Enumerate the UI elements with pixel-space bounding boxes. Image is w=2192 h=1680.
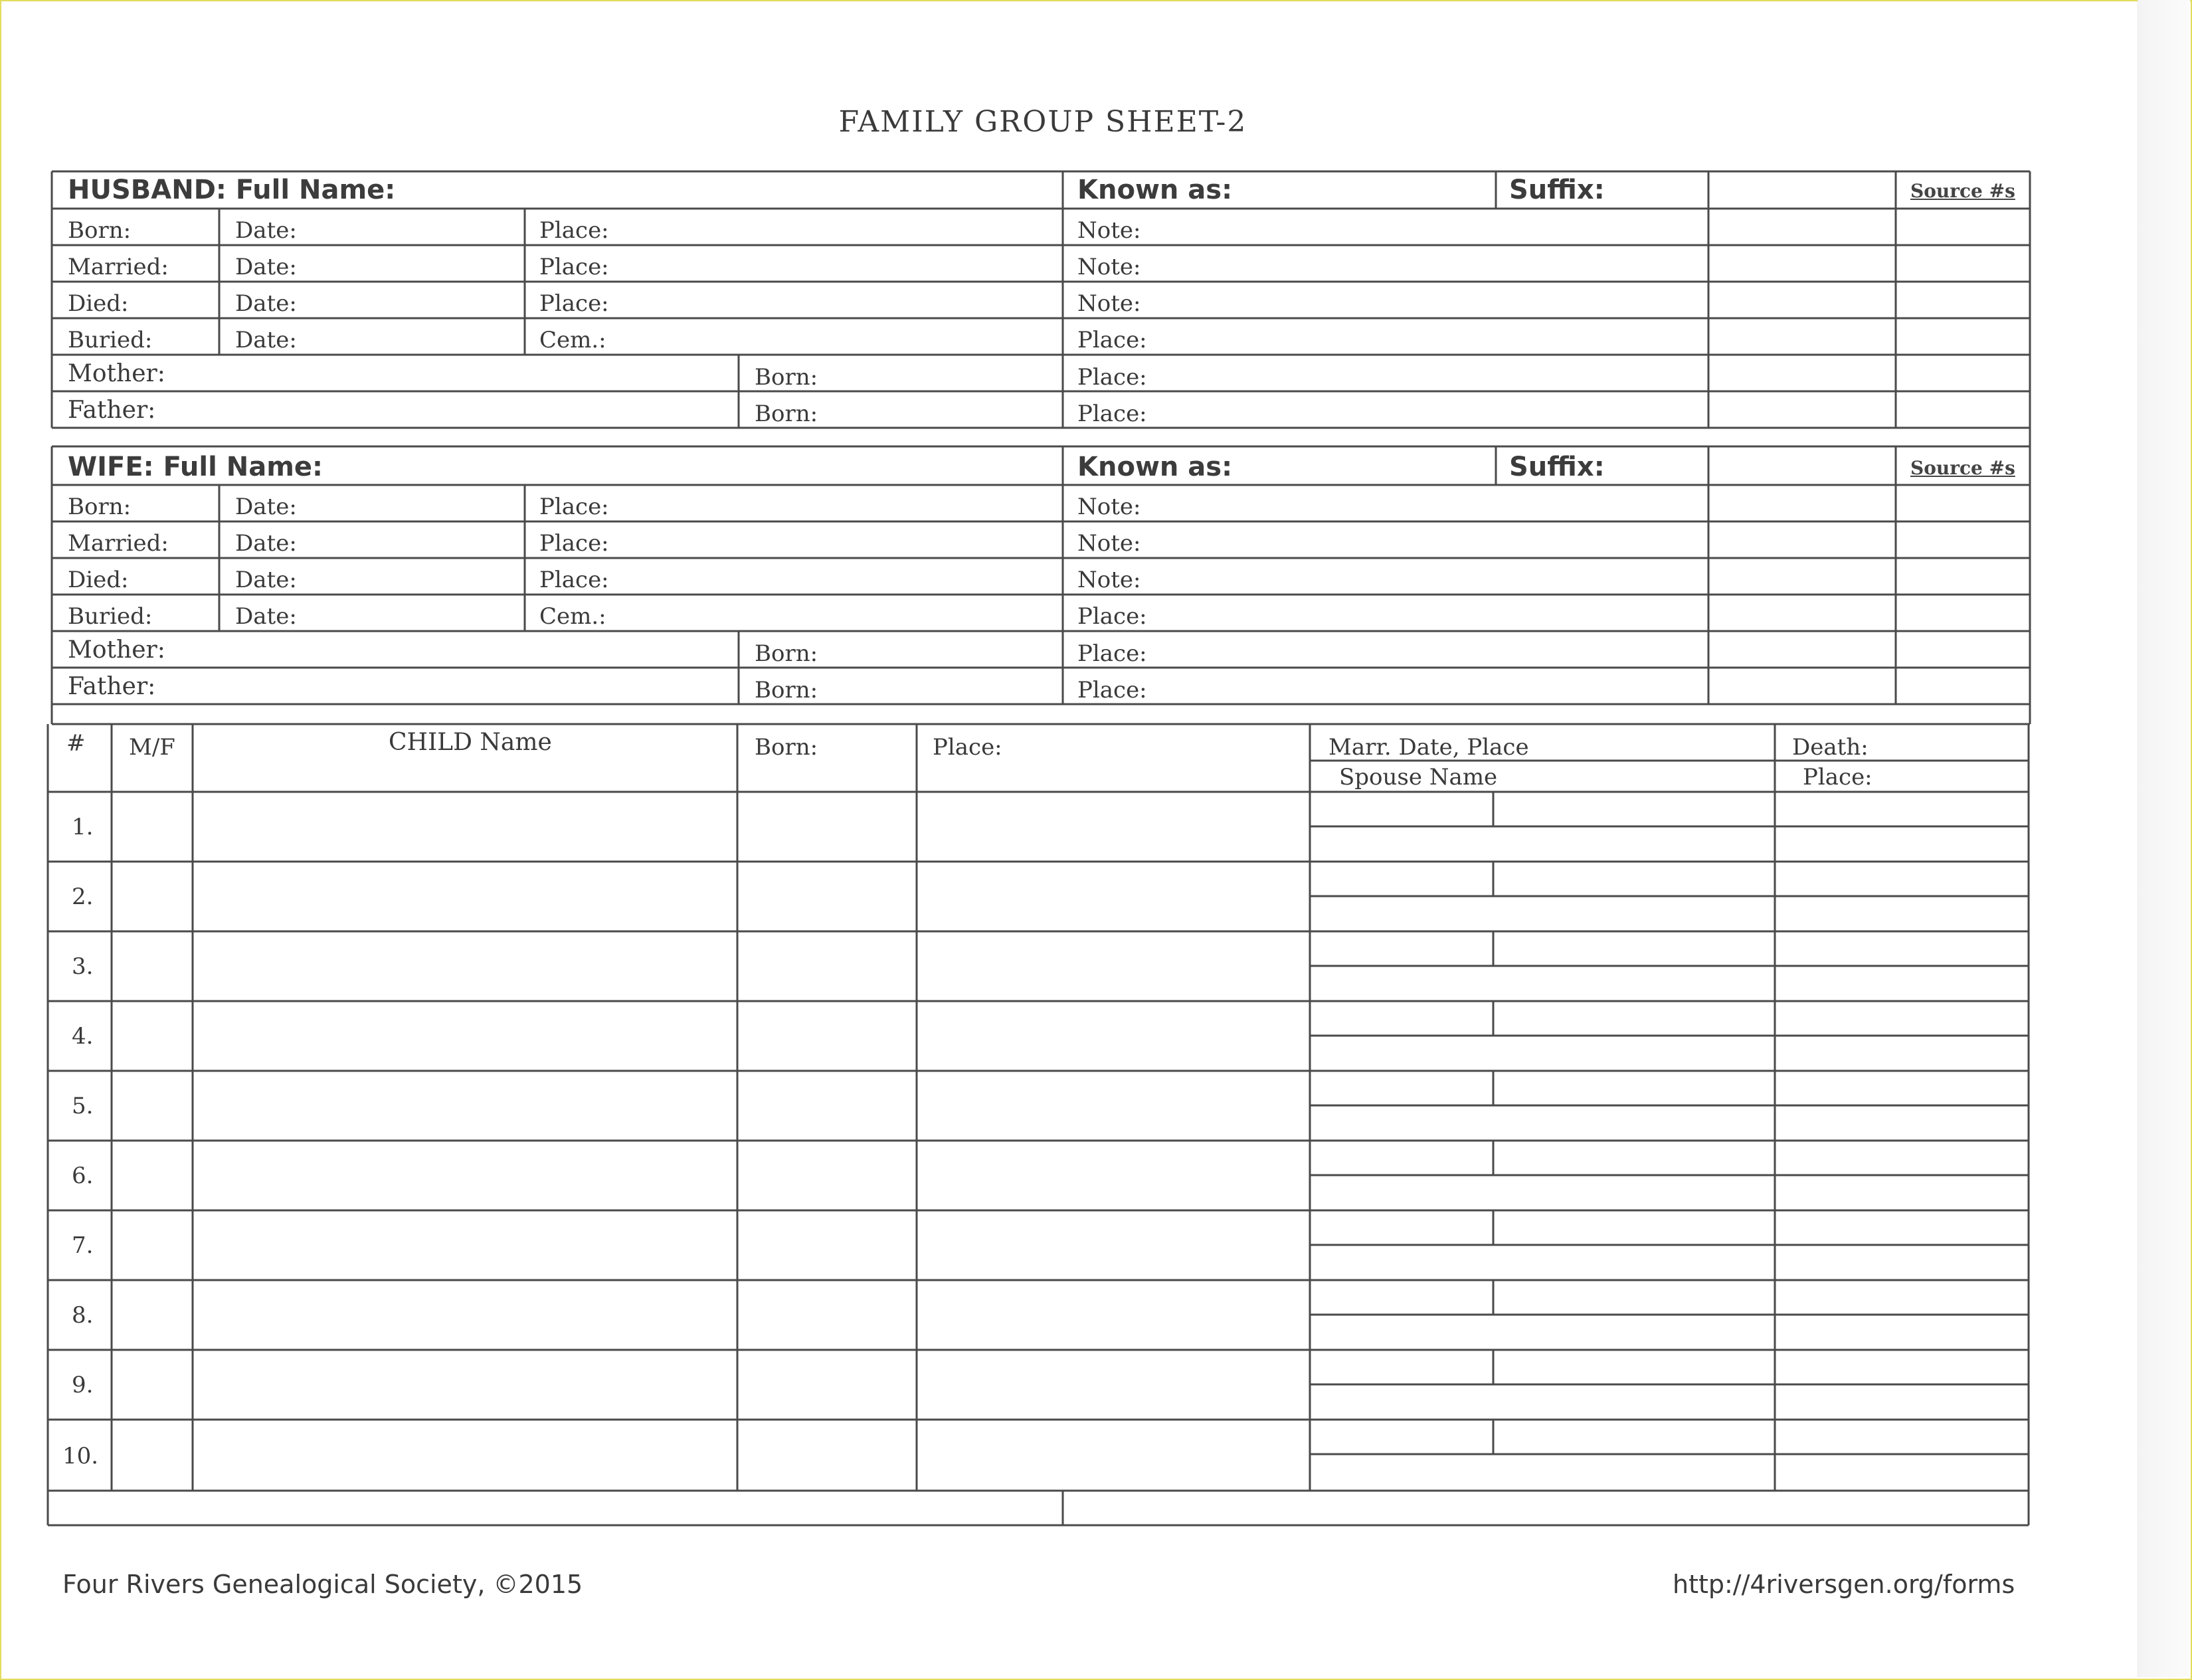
wife-married-note-label: Note: bbox=[1077, 530, 1141, 557]
child-row-number: 9. bbox=[72, 1372, 94, 1398]
husband-born-date-label: Date: bbox=[235, 217, 297, 244]
husband-mother-place-label: Place: bbox=[1077, 364, 1147, 391]
child-row-number: 2. bbox=[72, 884, 94, 910]
wife-full-name-label: WIFE: Full Name: bbox=[68, 452, 323, 482]
husband-married-place-label: Place: bbox=[539, 254, 609, 280]
children-grid bbox=[48, 724, 2029, 1525]
wife-buried-label: Buried: bbox=[68, 603, 153, 630]
wife-mother-born-label: Born: bbox=[755, 640, 818, 667]
wife-died-label: Died: bbox=[68, 567, 129, 593]
footer-url: http://4riversgen.org/forms bbox=[1673, 1570, 2015, 1599]
wife-mother-label: Mother: bbox=[68, 636, 165, 664]
husband-buried-date-label: Date: bbox=[235, 327, 297, 353]
child-born-header: Born: bbox=[755, 734, 818, 761]
wife-buried-cemetery-label: Cem.: bbox=[539, 603, 606, 630]
wife-father-label: Father: bbox=[68, 673, 156, 700]
child-sex-header: M/F bbox=[129, 734, 175, 761]
wife-buried-place-label: Place: bbox=[1077, 603, 1147, 630]
wife-died-place-label: Place: bbox=[539, 567, 609, 593]
wife-mother-place-label: Place: bbox=[1077, 640, 1147, 667]
child-row-number: 4. bbox=[72, 1023, 94, 1050]
child-row-number: 6. bbox=[72, 1163, 94, 1189]
husband-father-label: Father: bbox=[68, 397, 156, 424]
husband-full-name-label: HUSBAND: Full Name: bbox=[68, 175, 396, 205]
wife-father-born-label: Born: bbox=[755, 677, 818, 703]
footer-copyright: Four Rivers Genealogical Society, ©2015 bbox=[62, 1570, 583, 1599]
husband-married-date-label: Date: bbox=[235, 254, 297, 280]
wife-born-place-label: Place: bbox=[539, 494, 609, 520]
child-row-number: 5. bbox=[72, 1093, 94, 1119]
wife-born-note-label: Note: bbox=[1077, 494, 1141, 520]
wife-buried-date-label: Date: bbox=[235, 603, 297, 630]
husband-died-note-label: Note: bbox=[1077, 290, 1141, 317]
husband-suffix-label: Suffix: bbox=[1509, 175, 1605, 205]
wife-married-place-label: Place: bbox=[539, 530, 609, 557]
husband-mother-label: Mother: bbox=[68, 360, 165, 387]
wife-grid bbox=[52, 446, 2030, 724]
wife-source-label: Source #s bbox=[1910, 457, 2015, 479]
child-number-header: # bbox=[66, 730, 86, 757]
husband-died-label: Died: bbox=[68, 290, 129, 317]
child-row-number: 8. bbox=[72, 1302, 94, 1329]
husband-died-date-label: Date: bbox=[235, 290, 297, 317]
child-row-number: 3. bbox=[72, 953, 94, 980]
child-place-header: Place: bbox=[933, 734, 1002, 761]
wife-born-date-label: Date: bbox=[235, 494, 297, 520]
wife-suffix-label: Suffix: bbox=[1509, 452, 1605, 482]
husband-grid bbox=[52, 171, 2030, 446]
husband-born-note-label: Note: bbox=[1077, 217, 1141, 244]
wife-born-label: Born: bbox=[68, 494, 132, 520]
husband-buried-place-label: Place: bbox=[1077, 327, 1147, 353]
husband-source-label: Source #s bbox=[1910, 180, 2015, 202]
husband-buried-cemetery-label: Cem.: bbox=[539, 327, 606, 353]
child-death-header: Death: bbox=[1792, 734, 1869, 761]
wife-known-as-label: Known as: bbox=[1077, 452, 1233, 482]
child-name-header: CHILD Name bbox=[389, 729, 552, 756]
husband-father-born-label: Born: bbox=[755, 401, 818, 427]
wife-died-date-label: Date: bbox=[235, 567, 297, 593]
child-row-number: 10. bbox=[62, 1443, 99, 1469]
husband-father-place-label: Place: bbox=[1077, 401, 1147, 427]
page-title: FAMILY GROUP SHEET-2 bbox=[838, 105, 1247, 139]
husband-died-place-label: Place: bbox=[539, 290, 609, 317]
husband-mother-born-label: Born: bbox=[755, 364, 818, 391]
husband-married-label: Married: bbox=[68, 254, 169, 280]
wife-married-date-label: Date: bbox=[235, 530, 297, 557]
wife-father-place-label: Place: bbox=[1077, 677, 1147, 703]
child-marriage-header: Marr. Date, Place bbox=[1328, 734, 1529, 761]
child-row-number: 1. bbox=[72, 814, 94, 840]
child-death-place-header: Place: bbox=[1803, 764, 1872, 791]
husband-known-as-label: Known as: bbox=[1077, 175, 1233, 205]
husband-buried-label: Buried: bbox=[68, 327, 153, 353]
husband-married-note-label: Note: bbox=[1077, 254, 1141, 280]
wife-married-label: Married: bbox=[68, 530, 169, 557]
wife-died-note-label: Note: bbox=[1077, 567, 1141, 593]
child-spouse-header: Spouse Name bbox=[1339, 764, 1498, 791]
husband-born-label: Born: bbox=[68, 217, 132, 244]
child-row-number: 7. bbox=[72, 1232, 94, 1259]
husband-born-place-label: Place: bbox=[539, 217, 609, 244]
